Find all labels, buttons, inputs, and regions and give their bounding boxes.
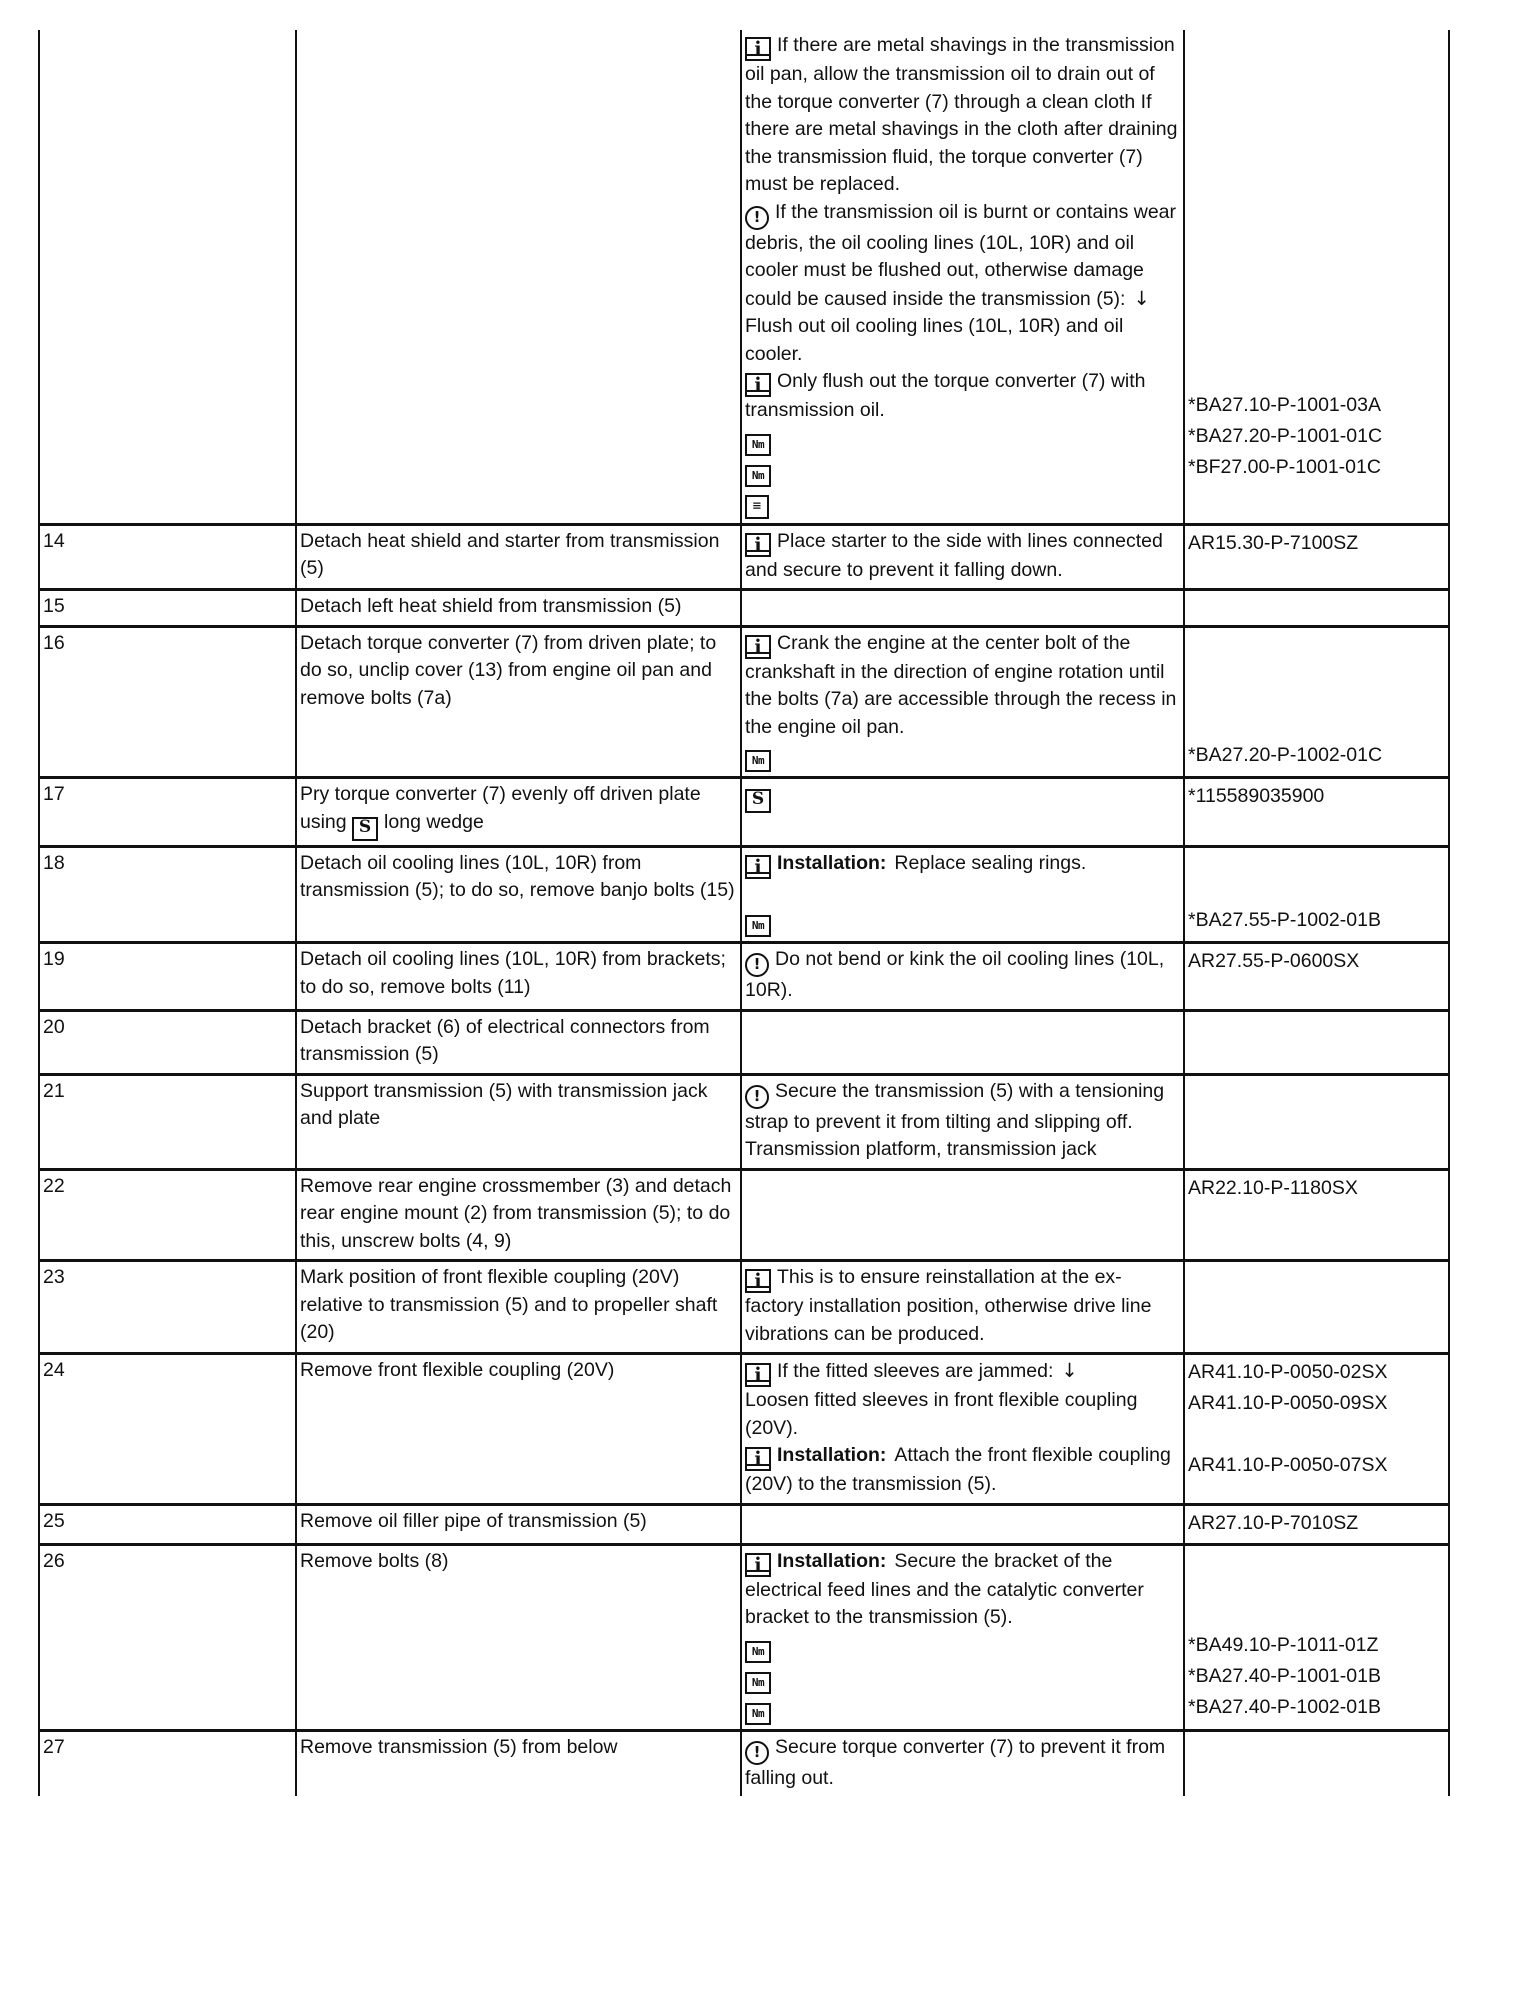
reference-cell [1184,846,1449,943]
note-line [745,313,1180,368]
note-text: Secure torque converter (7) to prevent it from falling out. [745,1735,1166,1789]
step-number-cell [39,778,296,847]
operation-text: Pry torque converter (7) evenly off driven plate using [300,783,701,833]
document-reference-link[interactable]: *BA27.55-P-1002-01B [1188,908,1381,931]
spacer [1188,362,1445,390]
note-text: Secure the transmission (5) with a tensioning strap to prevent it from tilting and slipping off. [745,1079,1165,1133]
operation-cell [296,1010,741,1074]
operation-text: Detach oil cooling lines (10L, 10R) from transmission (5); to do so, remove banjo bolts (15) [300,851,735,901]
installation-label: Installation: [777,1444,887,1466]
note-line [745,425,1180,456]
reference-cell [1184,778,1449,847]
note-line [745,1734,1180,1793]
arrow-down-icon[interactable]: ↓ [1061,1359,1078,1382]
spacer [1188,335,1445,363]
table-body [39,30,1449,1796]
info-icon: i [745,635,771,659]
info-icon: i [745,1363,771,1387]
spacer [1188,32,1445,60]
operation-cell [296,590,741,627]
operation-cell [296,1261,741,1354]
table-row [39,1074,1449,1169]
step-number-cell [39,846,296,943]
step-number-cell [39,626,296,778]
table-row [39,30,1449,524]
document-reference-link[interactable]: *BA27.10-P-1001-03A [1188,393,1381,416]
spacer [1188,252,1445,280]
reference-cell [1184,1074,1449,1169]
reference-cell [1184,30,1449,524]
spacer [1188,197,1445,225]
note-line [745,528,1180,585]
info-icon: i [745,1447,771,1471]
step-number-cell [39,943,296,1011]
step-number-cell [39,590,296,627]
note-text: Place starter to the side with lines connected and secure to prevent it falling down. [745,529,1163,581]
note-line [745,630,1180,742]
table-row [39,846,1449,943]
step-number-cell [39,1074,296,1169]
table-row [39,1354,1449,1505]
operation-cell [296,30,741,524]
warning-icon: ! [745,1085,769,1109]
document-reference-link[interactable]: *BA49.10-P-1011-01Z [1188,1634,1379,1656]
spacer [1188,685,1445,713]
note-line [745,1442,1180,1499]
note-text: If there are metal shavings in the transmission oil pan, allow the transmission oil to drain out of the torque converter (7) through a clean cloth If there are metal shavings in the cloth after draining the transmission fluid, the torque converter (7) must be replaced. [745,34,1178,195]
spacer [1188,630,1445,658]
note-text: Flush out oil cooling lines (10L, 10R) and oil cooler. [745,315,1124,365]
operation-text: Detach oil cooling lines (10L, 10R) from brackets; to do so, remove bolts (11) [300,948,726,998]
spacer [1188,1603,1445,1631]
reference-cell [1184,524,1449,590]
torque-icon: Nm [745,434,771,456]
step-number: 21 [43,1079,65,1102]
spacer [1188,877,1445,905]
spacer [1188,60,1445,88]
step-number: 19 [43,948,65,970]
operation-text: Detach torque converter (7) from driven plate; to do so, unclip cover (13) from engine oil pan and remove bolts (7a) [300,631,717,709]
note-line [745,1264,1180,1348]
note-text: If the transmission oil is burnt or contains wear debris, the oil cooling lines (10L, 10R) and oil cooler must be flushed out, otherwise damage could be caused inside the transmission (5): [745,200,1177,310]
document-reference-link [1188,1419,1445,1450]
spacer [1188,307,1445,335]
special-tool-icon: S [745,789,771,813]
document-reference-link[interactable]: *BA27.20-P-1002-01C [1188,743,1383,766]
step-number-cell [39,1354,296,1505]
step-number-cell [39,1261,296,1354]
table-row [39,1169,1449,1261]
spacer [1188,1575,1445,1603]
spacer [1188,115,1445,143]
step-number-cell [39,1010,296,1074]
document-reference-link[interactable]: AR27.10-P-7010SZ [1188,1511,1359,1534]
spacer [1188,142,1445,170]
torque-icon: Nm [745,915,771,937]
reference-cell [1184,1169,1449,1261]
document-reference-link[interactable]: *BA27.40-P-1001-01B [1188,1665,1381,1687]
reference-cell [1184,1544,1449,1730]
torque-icon: Nm [745,1672,771,1694]
repair-procedure-table [38,30,1450,1796]
notes-cell [741,1169,1184,1261]
info-icon: i [745,1553,771,1577]
operation-cell [296,1074,741,1169]
spacer [1188,87,1445,115]
document-reference-link[interactable]: *115589035900 [1188,785,1325,807]
torque-icon: Nm [745,1641,771,1663]
reference-cell [1184,626,1449,778]
notes-cell [741,846,1184,943]
notes-cell [741,626,1184,778]
spacer [1188,225,1445,253]
operation-cell [296,846,741,943]
spacer [1188,1548,1445,1576]
spacer [745,879,1180,907]
note-line [745,199,1180,314]
note-text: Only flush out the torque converter (7) with transmission oil. [745,370,1146,421]
note-line [745,946,1180,1005]
arrow-down-icon[interactable]: ↓ [1133,286,1150,310]
note-line [745,1078,1180,1137]
operation-text: Mark position of front flexible coupling (20V) relative to transmission (5) and to propeller shaft (20) [300,1266,718,1343]
operation-text: Remove rear engine crossmember (3) and detach rear engine mount (2) from transmission (5); to do this, unscrew bolts (4, 9) [300,1174,732,1252]
notes-cell [741,590,1184,627]
note-text: This is to ensure reinstallation at the ex-factory installation position, otherwise drive line vibrations can be produced. [745,1266,1152,1345]
note-line [745,781,1180,813]
operation-cell [296,524,741,590]
info-icon: i [745,37,771,61]
notes-cell [741,30,1184,524]
document-icon: ≡ [745,495,769,519]
notes-cell [741,1730,1184,1796]
note-line [745,456,1180,487]
step-number-cell [39,1504,296,1544]
operation-cell [296,1354,741,1505]
operation-text: Remove oil filler pipe of transmission (5) [300,1509,647,1532]
step-number: 18 [43,851,65,874]
note-line [745,1632,1180,1663]
notes-cell [741,943,1184,1011]
info-icon: i [745,533,771,557]
operation-text: Detach heat shield and starter from transmission (5) [300,529,720,579]
info-icon: i [745,1269,771,1293]
operation-text: Detach left heat shield from transmission (5) [300,595,682,617]
table-row [39,590,1449,627]
installation-label: Installation: [777,1549,887,1572]
warning-icon: ! [745,953,769,977]
torque-icon: Nm [745,465,771,487]
warning-icon: ! [745,206,769,230]
notes-cell [741,1261,1184,1354]
table-row [39,1504,1449,1544]
notes-cell [741,778,1184,847]
reference-cell [1184,590,1449,627]
note-line [745,906,1180,937]
table-row [39,1544,1449,1730]
table-row [39,1010,1449,1074]
operation-text: long wedge [384,810,484,833]
table-row [39,943,1449,1011]
torque-icon: Nm [745,750,771,772]
operation-cell [296,778,741,847]
spacer [1188,170,1445,198]
step-number: 26 [43,1549,65,1572]
step-number: 14 [43,529,65,552]
document-reference-link[interactable]: AR41.10-P-0050-07SX [1188,1454,1388,1476]
operation-text: Remove transmission (5) from below [300,1735,618,1758]
notes-cell [741,1010,1184,1074]
document-reference-link[interactable]: AR41.10-P-0050-02SX [1188,1361,1388,1383]
installation-label: Installation: [777,851,887,874]
step-number: 27 [43,1735,65,1758]
note-text: Attach the front flexible coupling (20V) to the transmission (5). [745,1444,1171,1495]
note-line [745,1357,1180,1387]
note-line [745,741,1180,772]
note-line [745,1694,1180,1725]
table-row [39,626,1449,778]
operation-cell [296,943,741,1011]
step-number: 22 [43,1174,65,1197]
step-number: 23 [43,1266,65,1288]
step-number: 15 [43,595,65,617]
step-number: 24 [43,1359,65,1381]
reference-cell [1184,943,1449,1011]
note-text: Transmission platform, transmission jack [745,1138,1097,1160]
operation-cell [296,1730,741,1796]
operation-cell [296,1504,741,1544]
document-reference-link[interactable]: AR27.55-P-0600SX [1188,950,1360,972]
note-text: If the fitted sleeves are jammed: [777,1360,1054,1382]
step-number-cell [39,524,296,590]
operation-text: Detach bracket (6) of electrical connectors from transmission (5) [300,1015,710,1065]
reference-cell [1184,1504,1449,1544]
note-text: Crank the engine at the center bolt of the crankshaft in the direction of engine rotation until the bolts (7a) are accessible through the recess in the engine oil pan. [745,631,1177,738]
document-reference-link[interactable]: *BF27.00-P-1001-01C [1188,455,1381,478]
spacer [1188,657,1445,685]
document-reference-link[interactable]: AR41.10-P-0050-09SX [1188,1392,1388,1414]
step-number: 17 [43,783,65,805]
info-icon: i [745,855,771,879]
step-number-cell [39,1169,296,1261]
table-row [39,778,1449,847]
step-number: 25 [43,1509,65,1532]
spacer [1188,280,1445,308]
step-number-cell [39,1730,296,1796]
notes-cell [741,1544,1184,1730]
step-number: 16 [43,631,65,654]
notes-cell [741,1504,1184,1544]
table-row [39,1730,1449,1796]
operation-text: Support transmission (5) with transmission jack and plate [300,1079,708,1129]
document-reference-link[interactable]: AR22.10-P-1180SX [1188,1176,1358,1199]
reference-cell [1184,1010,1449,1074]
spacer [1188,850,1445,878]
notes-cell [741,1354,1184,1505]
notes-cell [741,1074,1184,1169]
special-tool-icon: S [352,817,378,841]
operation-cell [296,1169,741,1261]
step-number: 20 [43,1015,65,1038]
note-line [745,32,1180,199]
document-reference-link[interactable]: AR15.30-P-7100SZ [1188,531,1359,554]
operation-text: Remove bolts (8) [300,1549,449,1572]
note-line [745,1548,1180,1632]
torque-icon: Nm [745,1703,771,1725]
spacer [1188,712,1445,740]
step-number-cell [39,1544,296,1730]
table-row [39,1261,1449,1354]
operation-text: Remove front flexible coupling (20V) [300,1359,615,1381]
document-reference-link[interactable]: *BA27.40-P-1002-01B [1188,1696,1381,1718]
note-line [745,850,1180,879]
note-text: Loosen fitted sleeves in front flexible coupling (20V). [745,1389,1138,1439]
operation-cell [296,1544,741,1730]
operation-cell [296,626,741,778]
warning-icon: ! [745,1741,769,1765]
note-line [745,1663,1180,1694]
document-reference-link[interactable]: *BA27.20-P-1001-01C [1188,424,1383,447]
info-icon: i [745,373,771,397]
note-text: Secure the bracket of the electrical feed lines and the catalytic converter bracket to the transmission (5). [745,1549,1144,1628]
note-text: Do not bend or kink the oil cooling lines (10L, 10R). [745,948,1165,1001]
note-line [745,368,1180,425]
reference-cell [1184,1354,1449,1505]
reference-cell [1184,1261,1449,1354]
note-line [745,1387,1180,1442]
reference-cell [1184,1730,1449,1796]
notes-cell [741,524,1184,590]
note-line [745,487,1180,519]
step-number-cell [39,30,296,524]
table-row [39,524,1449,590]
note-line [745,1136,1180,1164]
note-text: Replace sealing rings. [894,851,1087,874]
